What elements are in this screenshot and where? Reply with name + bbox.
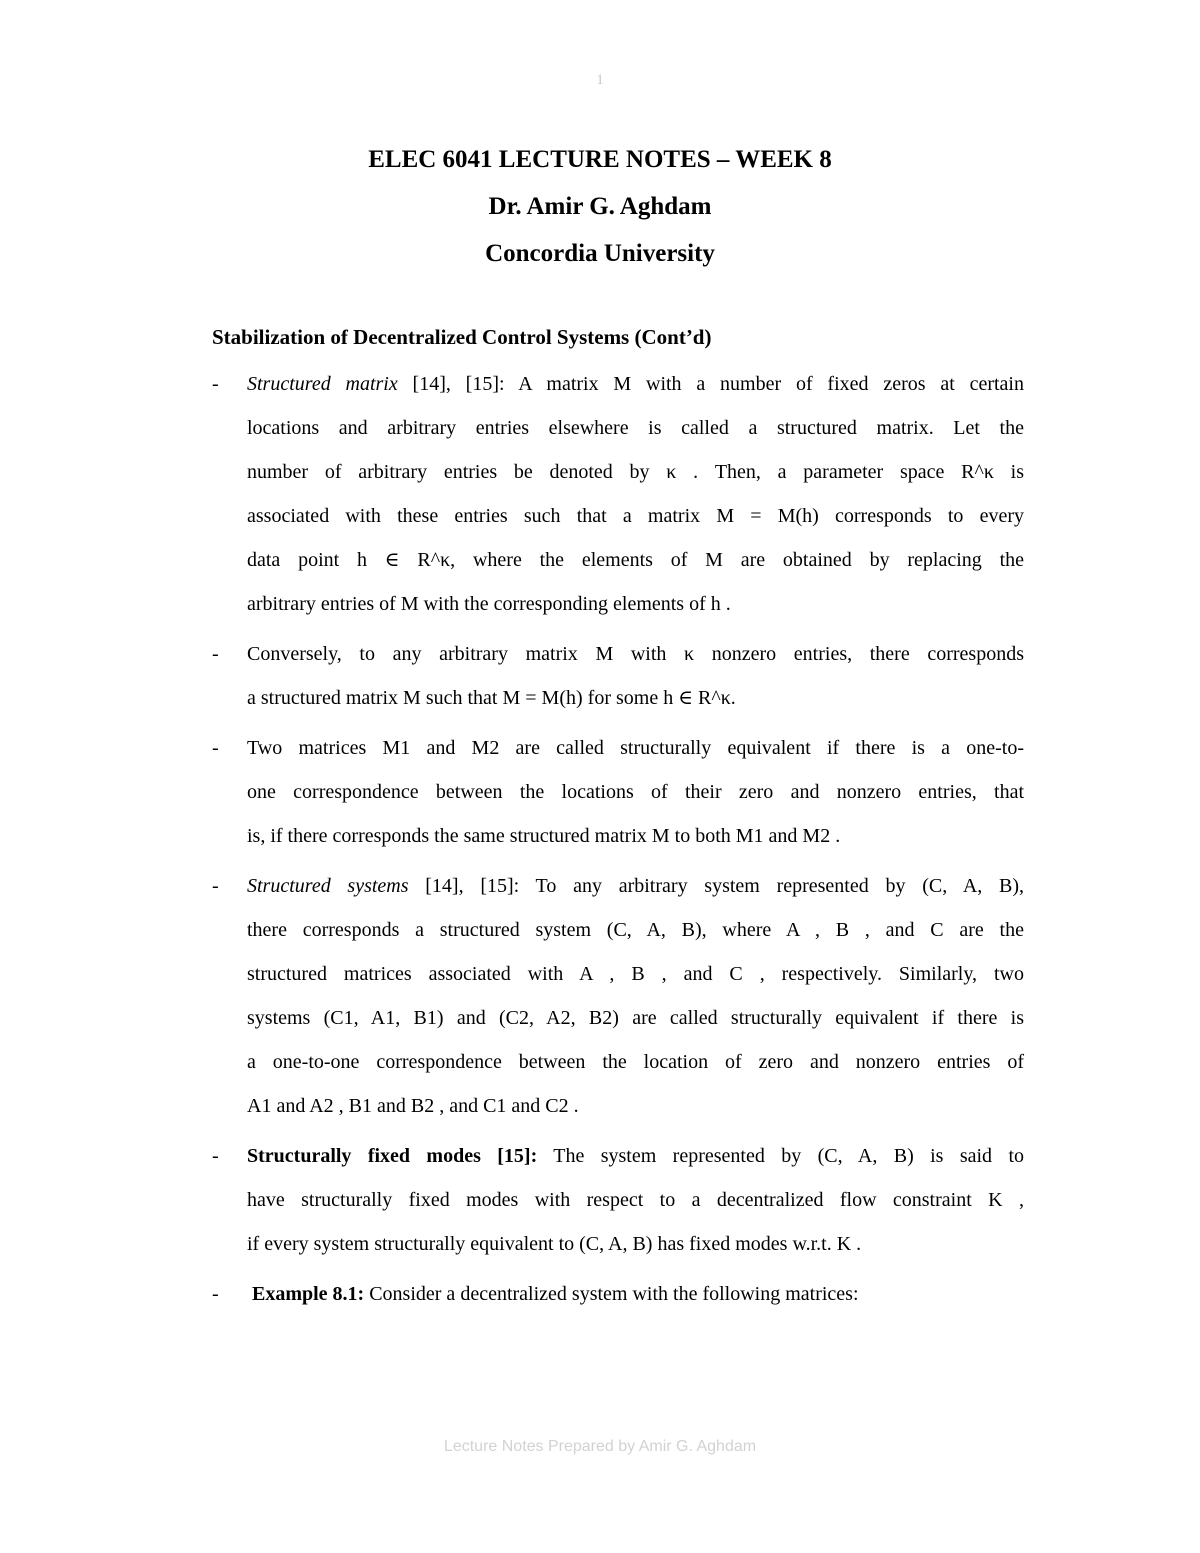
bullet-structured-matrix — [212, 362, 1024, 626]
text-line: Two matrices M1 and M2 are called structurally equivalent if there is a one-to- — [247, 737, 1024, 759]
bullet-dash: - — [212, 643, 219, 665]
page-number: 1 — [596, 72, 604, 88]
text-line: locations and arbitrary entries elsewhere is called a structured matrix. Let the — [247, 417, 1024, 439]
text-line: Structured systems [14], [15]: To any arbitrary system represented by (C, A, B), — [247, 875, 1025, 897]
text-line: arbitrary entries of M with the corresponding elements of h . — [247, 593, 731, 615]
document-header — [0, 140, 1200, 281]
bullet-dash: - — [212, 1145, 219, 1167]
section-title: Stabilization of Decentralized Control Systems (Cont’d) — [212, 325, 712, 349]
bullet-example — [212, 1272, 1024, 1316]
text-line: one correspondence between the locations of their zero and nonzero entries, that — [247, 781, 1024, 803]
bullet-structurally-fixed-modes — [212, 1134, 1024, 1266]
text-line: Conversely, to any arbitrary matrix M with κ nonzero entries, there corresponds — [247, 643, 1024, 665]
bullet-structural-equivalence — [212, 726, 1024, 858]
bullet-structured-systems — [212, 864, 1024, 1128]
text-line: data point h ∈ R^κ, where the elements of M are obtained by replacing the — [247, 549, 1024, 571]
bullet-dash: - — [212, 875, 219, 897]
text-line: Structurally fixed modes [15]: The system represented by (C, A, B) is said to — [247, 1145, 1024, 1167]
institution-name: Concordia University — [485, 240, 715, 267]
bullet-list — [212, 362, 1024, 1322]
page-footer: Lecture Notes Prepared by Amir G. Aghdam — [443, 1438, 757, 1455]
text-line: systems (C1, A1, B1) and (C2, A2, B2) are called structurally equivalent if there is — [247, 1007, 1024, 1029]
text-line: A1 and A2 , B1 and B2 , and C1 and C2 . — [247, 1095, 579, 1117]
bullet-dash: - — [212, 373, 219, 395]
math-line: [14], [15]: A matrix M with a number of fixed zeros at certain — [412, 373, 1024, 395]
text-line: have structurally fixed modes with respect to a decentralized flow constraint K , — [247, 1189, 1024, 1211]
text-line: a structured matrix M such that M = M(h) for some h ∈ R^κ. — [247, 687, 736, 709]
bullet-dash: - — [212, 737, 219, 759]
text-line: Structured matrix [14], [15]: A matrix M with a number of fixed zeros at certain — [247, 373, 1024, 395]
document-title: ELEC 6041 LECTURE NOTES – WEEK 8 — [368, 146, 832, 173]
text-line: Example 8.1: Consider a decentralized system with the following matrices: — [252, 1283, 859, 1305]
text-line: there corresponds a structured system (C, A, B), where A , B , and C are the — [247, 919, 1024, 941]
text-line: a one-to-one correspondence between the location of zero and nonzero entries of — [247, 1051, 1024, 1073]
text-line: is, if there corresponds the same structured matrix M to both M1 and M2 . — [247, 825, 841, 847]
text-line: number of arbitrary entries be denoted by κ . Then, a parameter space R^κ is — [247, 461, 1024, 483]
text-line: if every system structurally equivalent to (C, A, B) has fixed modes w.r.t. K . — [247, 1233, 862, 1255]
text-line: structured matrices associated with A , B , and C , respectively. Similarly, two — [247, 963, 1024, 985]
bullet-converse — [212, 632, 1024, 720]
bullet-dash: - — [212, 1283, 219, 1305]
text-line: associated with these entries such that a matrix M = M(h) corresponds to every — [247, 505, 1024, 527]
author-name: Dr. Amir G. Aghdam — [488, 193, 712, 220]
